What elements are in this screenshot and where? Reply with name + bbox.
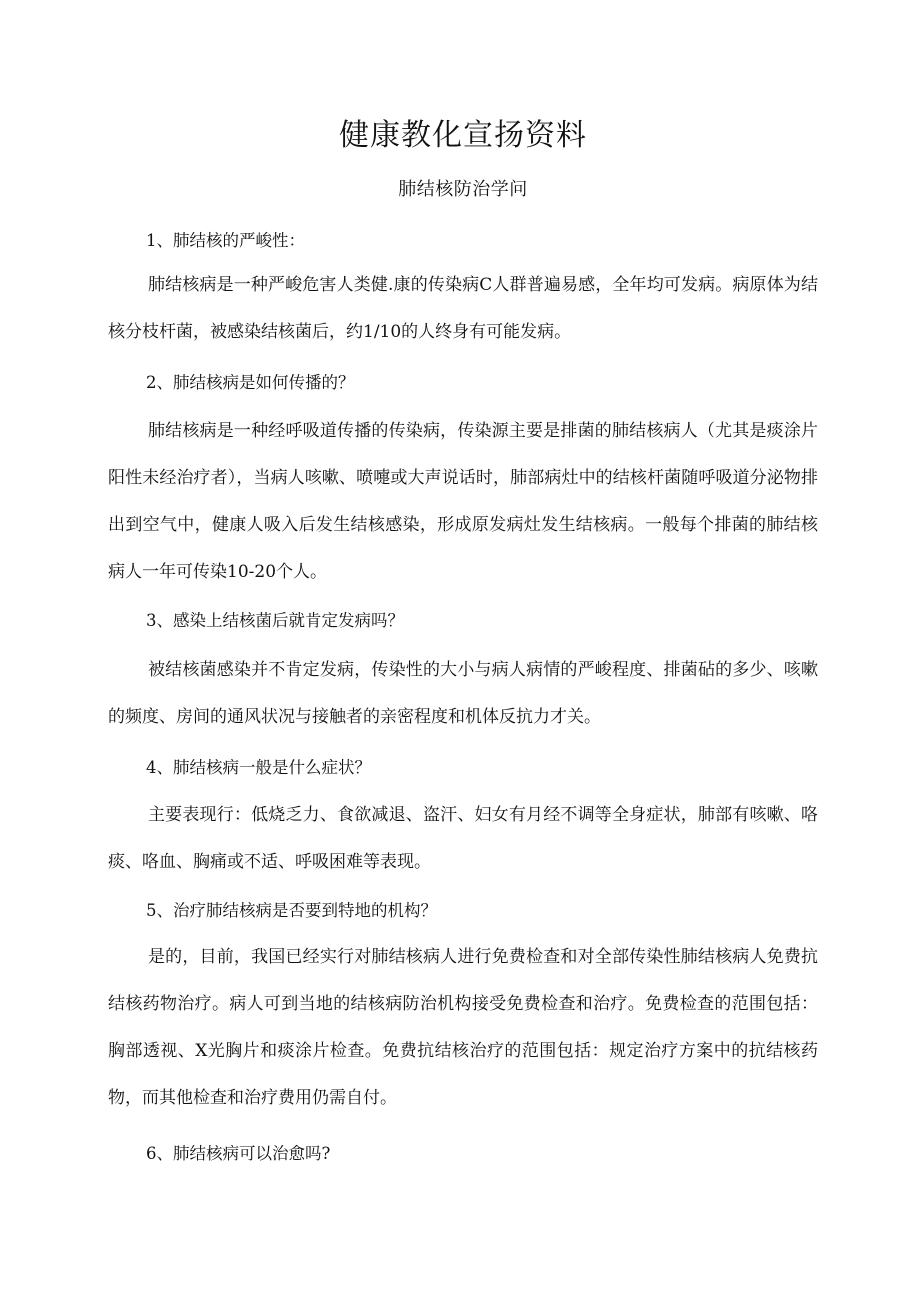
section-heading-2: 2、肺结核病是如何传播的？	[146, 373, 355, 392]
section-heading-4: 4、肺结核病一般是什么症状？	[146, 758, 371, 777]
section-body-4: 主要表现行：低烧乏力、食欲减退、盗汗、妇女有月经不调等全身症状，肺部有咳嗽、咯痰、咯血、胸痛或不适、呼吸困难等表现。	[108, 805, 818, 872]
section-heading-1: 1、肺结核的严峻性：	[146, 231, 305, 250]
section-heading-3: 3、感染上结核菌后就肯定发病吗？	[146, 611, 404, 630]
page-subtitle: 肺结核防治学问	[398, 179, 528, 200]
section-heading-5: 5、治疗肺结核病是否要到特地的机构？	[146, 901, 437, 920]
page-title: 健康教化宣扬资料	[339, 118, 587, 153]
section-heading-6: 6、肺结核病可以治愈吗?	[146, 1144, 331, 1163]
section-body-1: 肺结核病是一种严峻危害人类健.康的传染病C人群普遍易感，全年均可发病。病原体为结核分枝杆菌，被感染结核菌后，约1/10的人终身有可能发病。	[108, 275, 818, 342]
section-body-2: 肺结核病是一种经呼吸道传播的传染病，传染源主要是排菌的肺结核病人（尤其是痰涂片阳性未经治疗者），当病人咳嗽、喷嚏或大声说话时，肺部病灶中的结核杆菌随呼吸道分泌物排出到空气中，健康人吸入后发生结核感染，形成原发病灶发生结核病。一般每个排菌的肺结核病人一年可传染10-20个人。	[108, 421, 818, 582]
section-body-5: 是的，目前，我国已经实行对肺结核病人进行免费检查和对全部传染性肺结核病人免费抗结核药物治疗。病人可到当地的结核病防治机构接受免费检查和治疗。免费检查的范围包括：胸部透视、X光胸片和痰涂片检查。免费抗结核治疗的范围包括：规定治疗方案中的抗结核药物，而其他检查和治疗费用仍需自付。	[108, 947, 818, 1108]
section-body-3: 被结核菌感染并不肯定发病，传染性的大小与病人病情的严峻程度、排菌砧的多少、咳嗽的频度、房间的通风状况与接触者的亲密程度和机体反抗力才关。	[108, 660, 818, 727]
